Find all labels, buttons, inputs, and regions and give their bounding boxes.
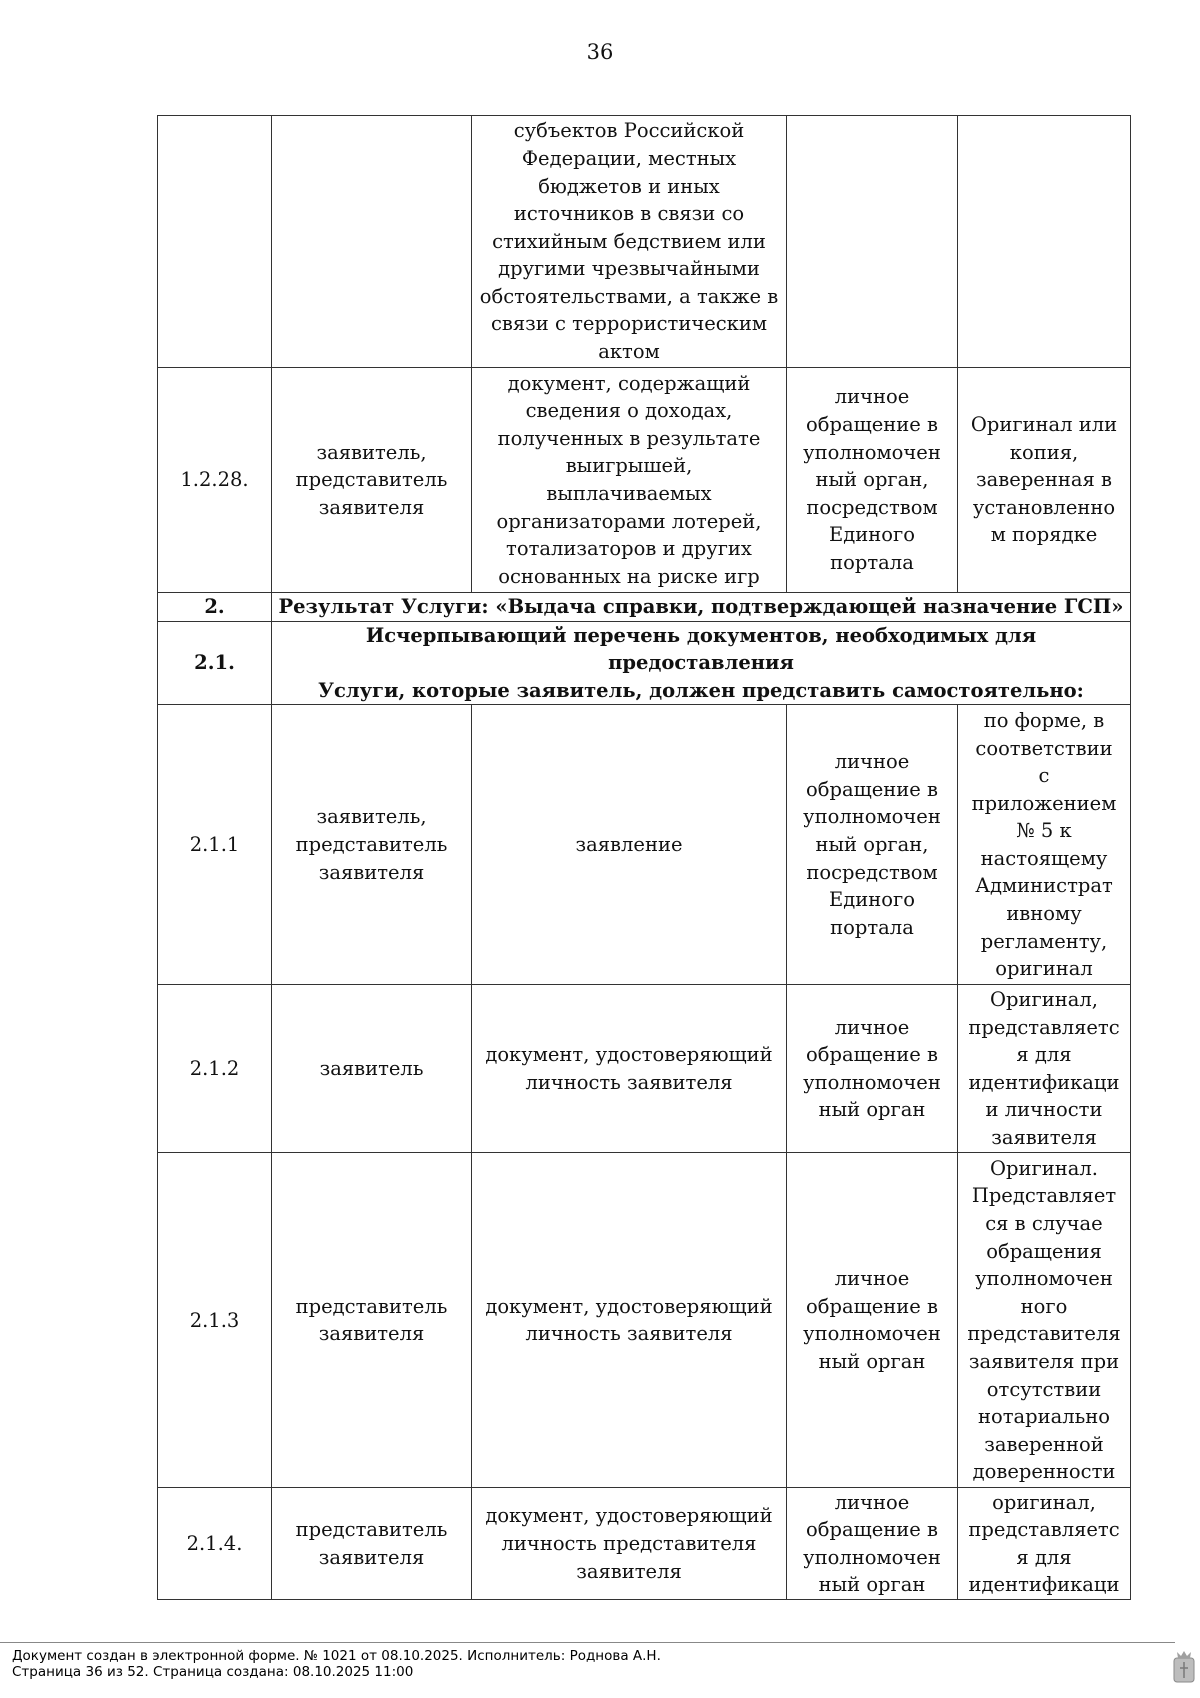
section-number: 2.	[158, 593, 272, 622]
footer-divider	[0, 1642, 1175, 1643]
cell-number: 2.1.1	[158, 705, 272, 985]
table-row	[158, 368, 1131, 593]
cell-submission-method: личное обращение в уполномочен ный орган	[787, 1153, 958, 1488]
section-row-document-list	[158, 621, 1131, 705]
cell-document: документ, удостоверяющий личность заявителя	[472, 985, 787, 1153]
cell-document: документ, удостоверяющий личность заявителя	[472, 1153, 787, 1488]
cell-document-form: оригинал, представляетс я для идентификаци	[958, 1488, 1131, 1600]
cell-submission-method: личное обращение в уполномочен ный орган	[787, 985, 958, 1153]
table-row	[158, 1153, 1131, 1488]
cell-document-form: по форме, в соответствии с приложением № 5 к настоящему Администрат ивному регламенту, оригинал	[958, 705, 1131, 985]
documents-table	[157, 115, 1131, 1600]
cell-document-form: Оригинал, представляетс я для идентификаци и личности заявителя	[958, 985, 1131, 1153]
section-number: 2.1.	[158, 621, 272, 705]
cell-document-form: Оригинал или копия, заверенная в установленно м порядке	[958, 368, 1131, 593]
footer-page-info: Страница 36 из 52. Страница создана: 08.10.2025 11:00	[12, 1664, 414, 1680]
cell-applicant: заявитель	[272, 985, 472, 1153]
cell-document-form: Оригинал. Представляет ся в случае обращения уполномочен ного представителя заявителя при отсутствии нотариально заверенной доверенности	[958, 1153, 1131, 1488]
coat-of-arms-icon	[1172, 1648, 1196, 1684]
cell-applicant: заявитель, представитель заявителя	[272, 705, 472, 985]
cell-submission-method: личное обращение в уполномочен ный орган, посредством Единого портала	[787, 368, 958, 593]
table-row	[158, 985, 1131, 1153]
table-row	[158, 705, 1131, 985]
cell-document-form	[958, 116, 1131, 368]
cell-document: субъектов Российской Федерации, местных бюджетов и иных источников в связи со стихийным бедствием или другими чрезвычайными обстоятельствами, а также в связи с террористическим актом	[472, 116, 787, 368]
cell-number: 1.2.28.	[158, 368, 272, 593]
cell-applicant: заявитель, представитель заявителя	[272, 368, 472, 593]
table-row	[158, 1488, 1131, 1600]
cell-number	[158, 116, 272, 368]
cell-number: 2.1.2	[158, 985, 272, 1153]
cell-document: заявление	[472, 705, 787, 985]
cell-applicant: представитель заявителя	[272, 1153, 472, 1488]
cell-number: 2.1.3	[158, 1153, 272, 1488]
cell-number: 2.1.4.	[158, 1488, 272, 1600]
cell-submission-method: личное обращение в уполномочен ный орган	[787, 1488, 958, 1600]
cell-applicant: представитель заявителя	[272, 1488, 472, 1600]
cell-document: документ, удостоверяющий личность представителя заявителя	[472, 1488, 787, 1600]
section-title: Исчерпывающий перечень документов, необходимых для предоставления Услуги, которые заявитель, должен представить самостоятельно:	[272, 621, 1131, 705]
cell-submission-method	[787, 116, 958, 368]
section-row-result	[158, 593, 1131, 622]
cell-document: документ, содержащий сведения о доходах, полученных в результате выигрышей, выплачиваемых организаторами лотерей, тотализаторов и других основанных на риске игр	[472, 368, 787, 593]
table-row	[158, 116, 1131, 368]
section-title: Результат Услуги: «Выдача справки, подтверждающей назначение ГСП»	[272, 593, 1131, 622]
footer	[12, 1648, 661, 1680]
footer-document-info: Документ создан в электронной форме. № 1021 от 08.10.2025. Исполнитель: Роднова А.Н.	[12, 1648, 661, 1664]
page-number: 36	[586, 40, 614, 64]
cell-submission-method: личное обращение в уполномочен ный орган, посредством Единого портала	[787, 705, 958, 985]
cell-applicant	[272, 116, 472, 368]
